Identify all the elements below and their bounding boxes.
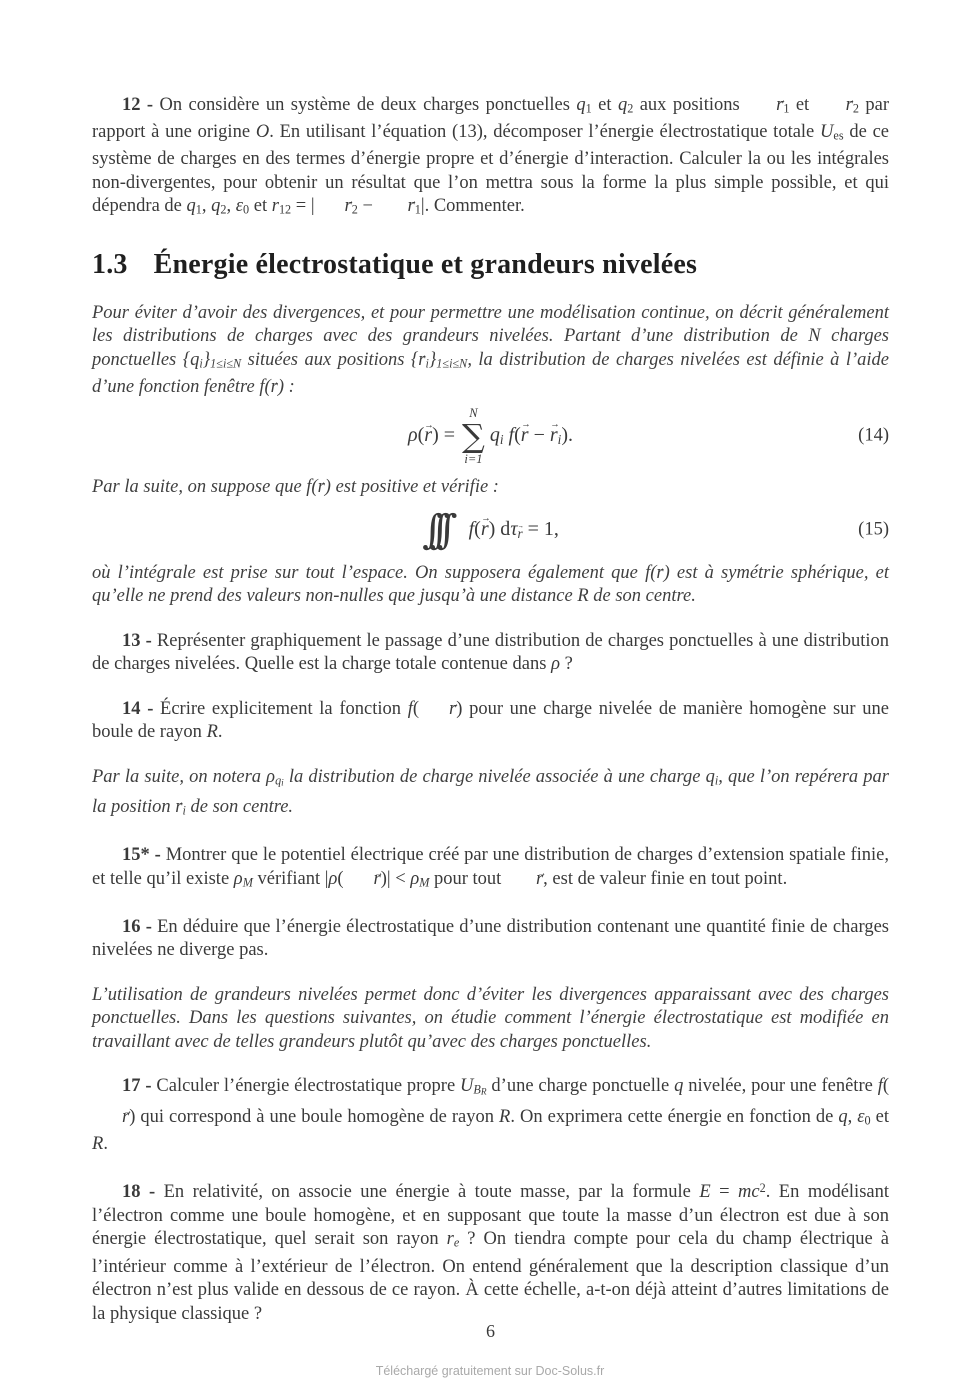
section-number: 1.3 [92,248,128,280]
sigma-icon: ∑ [462,416,485,455]
problem-18-text: 18 - En relativité, on associe une énergie à toute masse, par la formule $E = mc^2$. En modélisant l’électron comme une boule homogène, et en supposant que toute la masse d’un électron est due à son énergie électrostatique, quel serait son rayon re ? On tiendra compte pour cela du champ électrique à l’intérieur comme à l’extérieur de l’électron. On entend généralement que la description classique d’un électron n’est plus valide en dessous de ce rayon. À cette échelle, a-t-on déjà atteint d’autres limitations de la physique classique ? [92,1181,889,1324]
section-heading [92,250,889,279]
page-number: 6 [486,1321,495,1341]
problem-14-text: 14 - Écrire explicitement la fonction f( r →) pour une charge nivelée de manière homogène sur une boule de rayon R. [92,698,889,745]
problem-12-text: 12 - On considère un système de deux charges ponctuelles q1 et q2 aux positions r →1 et r →2 par rapport à une origine O. En utilisant l’équation (13), décomposer l’énergie électrostatique totale Ues de ce système de charges en des termes d’énergie propre et d’énergie d’interaction. Calculer la ou les intégrales non-divergentes, pour obtenir un résultat que l’on mettra sous la forme la plus simple possible, et qui dépendra de q1, q2, ε0 et r12 = | r →2 − r →1|. Commenter. [92,94,889,223]
notera-note: Par la suite, on notera $\rho q_i$ la distribution de charge nivelée associée à une charge qi, que l’on repérera par la position r →i de son centre. [92,766,889,823]
equation-14-body [408,406,573,467]
summation-symbol [462,406,485,467]
footer-credit: Téléchargé gratuitement sur Doc-Solus.fr [375,1364,605,1378]
triple-integral-icon: ∫∫∫ [422,506,444,553]
sum-upper-limit: N [469,405,478,420]
par-suite-note: Par la suite, on suppose que f(r →) est positive et vérifie : [92,476,889,500]
problem-17-text: 17 - Calculer l’énergie électrostatique propre $UB_R$ d’une charge ponctuelle q nivelée, pour une fenêtre f(r →) qui correspond à une boule homogène de rayon R. On exprimera cette énergie en fonction de q, ε0 et R. [92,1075,889,1156]
equation-14-number: (14) [858,425,889,446]
problem-13-text: 13 - Représenter graphiquement le passage d’une distribution de charges ponctuelles à une distribution de charges nivelées. Quelle est la charge totale contenue dans ρ ? [92,630,889,675]
page-content [92,0,889,1326]
eq15-expression: f(r →) dτr → = 1, [469,518,559,542]
equation-15 [92,508,889,552]
equation-15-body [422,508,559,552]
equation-15-number: (15) [858,519,889,540]
utilisation-note: L’utilisation de grandeurs nivelées permet donc d’éviter les divergences apparaissant avec des charges ponctuelles. Dans les questions suivantes, on étudie comment l’énergie électrostatique est modifiée en travaillant avec de telles grandeurs plutôt qu’avec des charges ponctuelles. [92,984,889,1052]
problem-15-text: 15* - Montrer que le potentiel électrique créé par une distribution de charges d’extension spatiale finie, et telle qu’il existe ρM vérifiant |ρ( r →)| < ρM pour tout r →, est de valeur finie en tout point. [92,844,889,895]
intro-note: Pour éviter d’avoir des divergences, et pour permettre une modélisation continue, on décrit généralement les distributions de charges avec des grandeurs nivelées. Partant d’une distribution de N charges ponctuelles {qi}1≤i≤N situées aux positions {r →i}1≤i≤N, la distribution de charges nivelées est définie à l’aide d’une fonction fenêtre f(r →) : [92,302,889,400]
equation-14 [92,406,889,467]
section-title: Énergie électrostatique et grandeurs nivelées [153,248,698,280]
problem-16-text: 16 - En déduire que l’énergie électrostatique d’une distribution contenant une quantité finie de charges nivelées ne diverge pas. [92,916,890,961]
ou-integrale-note: où l’intégrale est prise sur tout l’espace. On supposera également que f(r →) est à symétrie sphérique, et qu’elle ne prend des valeurs non-nulles que jusqu’à une distance R de son centre. [92,562,889,609]
eq14-lhs: ρ(r →) = [408,424,455,447]
eq14-rhs: qi f(r → − r →i). [490,424,573,448]
sum-lower-limit: i=1 [464,451,483,466]
